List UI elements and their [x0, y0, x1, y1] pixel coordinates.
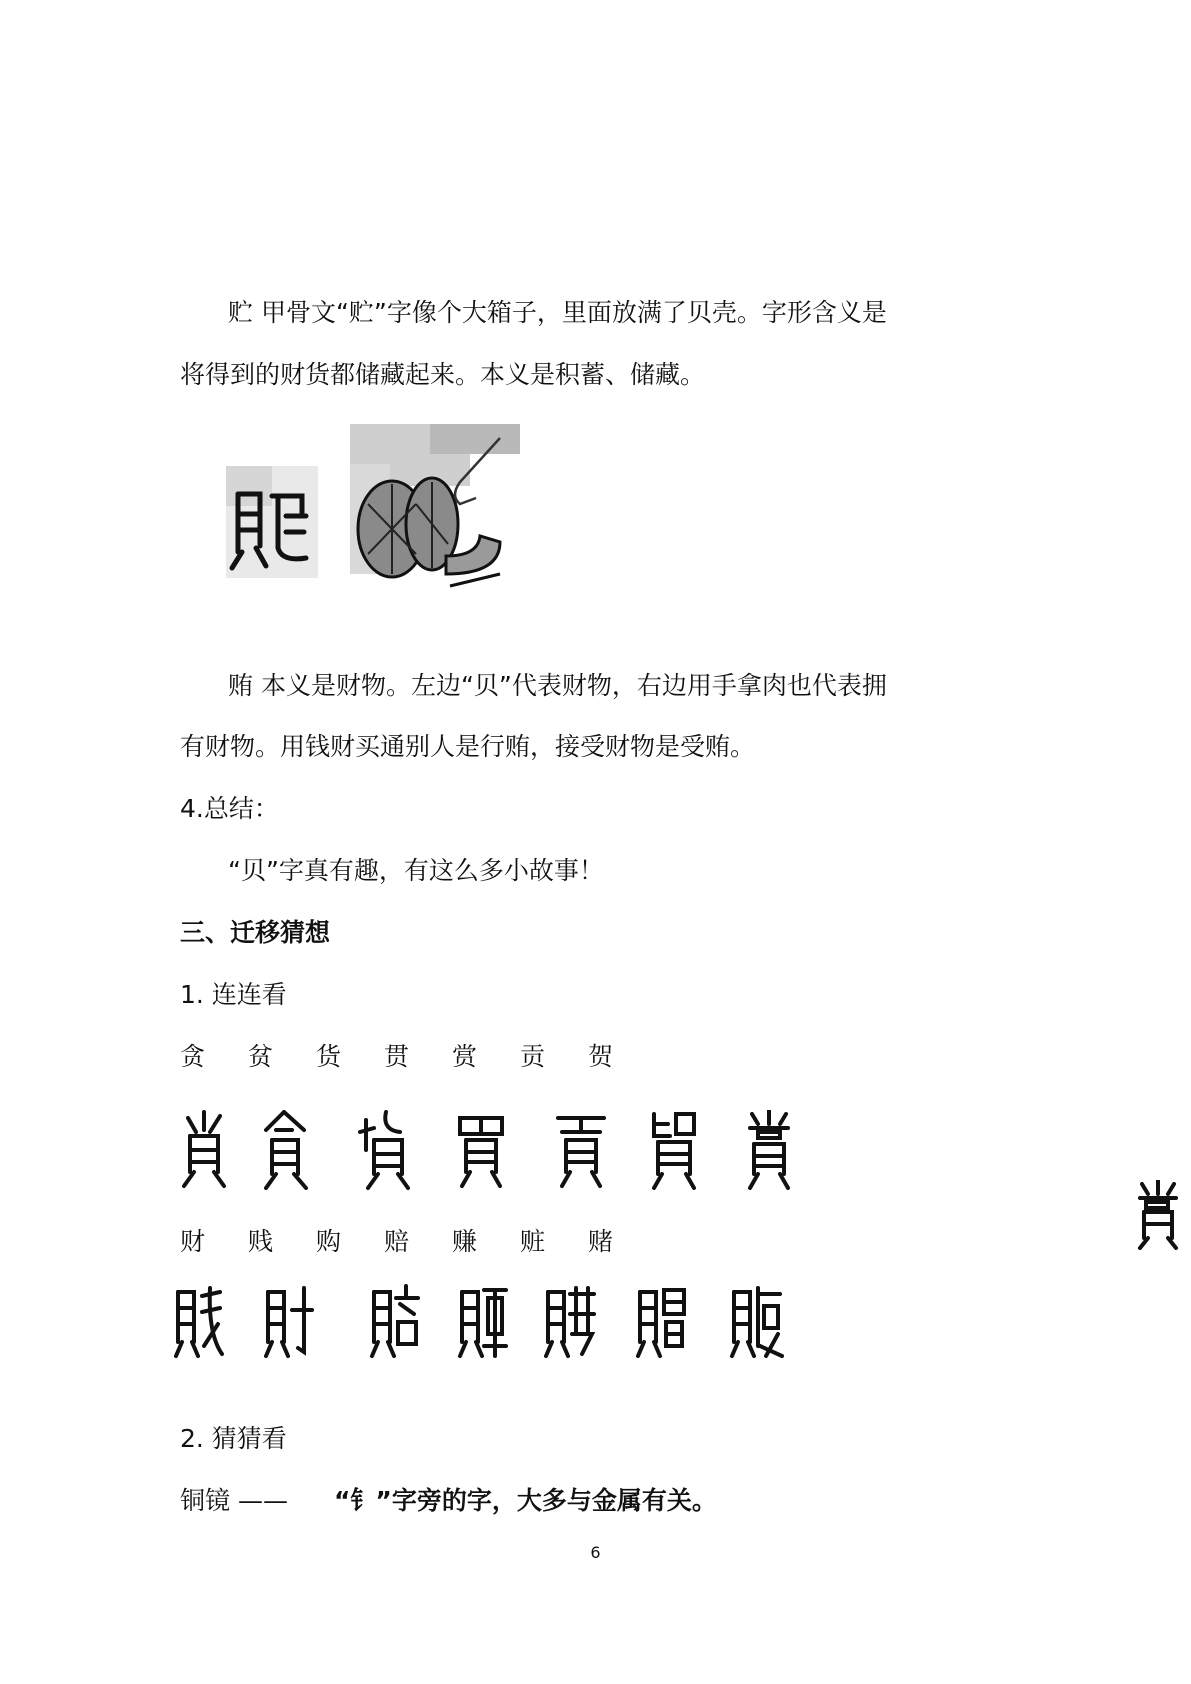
seal-glyph-6	[654, 1114, 694, 1188]
row1-char[interactable]: 贪	[180, 1042, 206, 1071]
row2-char[interactable]: 赚	[452, 1227, 478, 1256]
guess-hint: “钅”字旁的字，大多与金属有关。	[334, 1486, 717, 1515]
seal-glyph-10	[372, 1286, 418, 1356]
summary-text: “贝”字真有趣，有这么多小故事！	[228, 856, 604, 885]
seal-zhu-image	[226, 466, 318, 578]
seal-glyph-14	[732, 1288, 782, 1356]
row2-char[interactable]: 财	[180, 1227, 206, 1256]
row2-char[interactable]: 贱	[248, 1227, 274, 1256]
row2-char[interactable]: 购	[316, 1227, 342, 1256]
para-hui-line2: 有财物。用钱财买通别人是行贿，接受财物是受贿。	[180, 732, 756, 761]
seal-glyph-4	[460, 1118, 502, 1186]
seal-glyph-13	[638, 1290, 684, 1356]
seal-glyph-11	[460, 1290, 506, 1356]
para-hui-line1: 贿 本义是财物。左边“贝”代表财物，右边用手拿肉也代表拥	[228, 671, 887, 700]
row1-char[interactable]: 贺	[588, 1042, 614, 1071]
para-zhu-line2: 将得到的财货都储藏起来。本义是积蓄、储藏。	[180, 360, 706, 389]
page-number: 6	[590, 1543, 601, 1562]
row1-char[interactable]: 赏	[452, 1042, 478, 1071]
guess-word: 铜镜 ——	[180, 1486, 288, 1515]
seal-glyph-5	[558, 1118, 604, 1186]
seal-glyph-9	[266, 1288, 312, 1356]
row2-char[interactable]: 赔	[384, 1227, 410, 1256]
seal-glyph-1	[184, 1112, 224, 1186]
seal-row2	[174, 1284, 800, 1364]
seal-glyph-8	[176, 1288, 222, 1356]
ancient-shell-drawing	[350, 424, 520, 594]
section-title: 三、迁移猜想	[180, 918, 331, 947]
item1-heading: 1. 连连看	[180, 980, 287, 1009]
row2-char[interactable]: 赃	[520, 1227, 546, 1256]
seal-margin-glyph	[1136, 1180, 1180, 1250]
row1-char[interactable]: 贯	[384, 1042, 410, 1071]
para-zhu-line1: 贮 甲骨文“贮”字像个大箱子，里面放满了贝壳。字形含义是	[228, 298, 887, 327]
seal-row1	[180, 1110, 800, 1190]
seal-glyph-2	[266, 1112, 306, 1188]
row1-char[interactable]: 货	[316, 1042, 342, 1071]
seal-glyph-3	[360, 1112, 408, 1188]
row1-char[interactable]: 贫	[248, 1042, 274, 1071]
summary-heading: 4.总结：	[180, 794, 279, 823]
item2-heading: 2. 猜猜看	[180, 1424, 287, 1453]
row1-char[interactable]: 贡	[520, 1042, 546, 1071]
seal-glyph-12	[546, 1288, 594, 1356]
seal-glyph-7	[750, 1110, 788, 1188]
row2-char[interactable]: 赌	[588, 1227, 614, 1256]
